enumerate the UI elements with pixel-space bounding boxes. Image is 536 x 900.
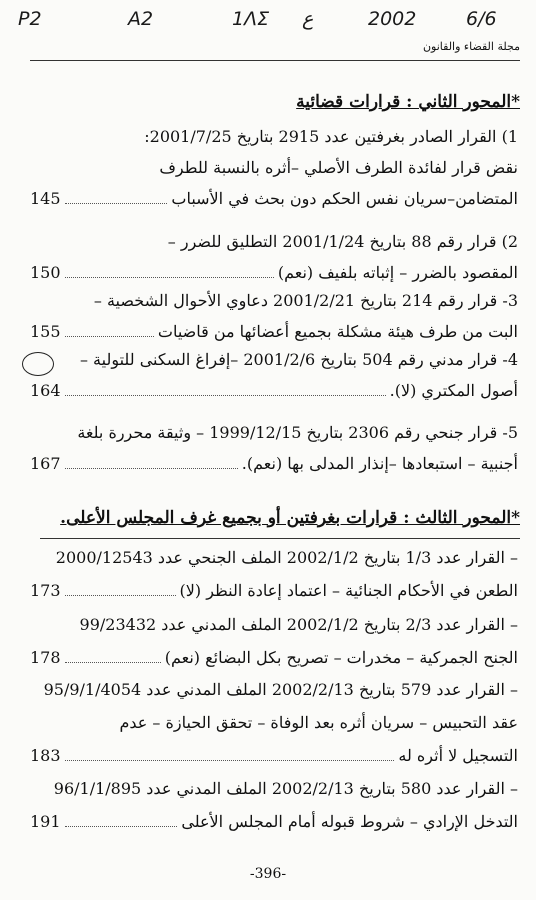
leader-dots xyxy=(65,662,161,663)
section-3-heading xyxy=(30,508,520,528)
entry-text: الطعن في الأحكام الجنائية – اعتماد إعادة النظر (لا) xyxy=(179,581,518,600)
entry-text: 5- قرار جنحي رقم 2306 بتاريخ 1999/12/15 – وثيقة محررة بلغة xyxy=(77,423,518,442)
entry-line xyxy=(30,809,518,835)
leader-dots xyxy=(65,468,238,469)
handwritten-note-5: 2002 xyxy=(368,8,417,30)
entry-line xyxy=(30,186,518,212)
entry-page: 167 xyxy=(30,454,61,473)
entry-text: عقد التحبيس – سريان أثره بعد الوفاة – تحقق الحيازة – عدم xyxy=(119,713,518,732)
section-3-rule xyxy=(40,538,520,539)
entry-line xyxy=(30,578,518,604)
leader-dots xyxy=(65,826,177,827)
page-number: -396- xyxy=(249,866,287,882)
entry-text: البت من طرف هيئة مشكلة بجميع أعضائها من قاضيات xyxy=(157,322,518,341)
entry-text: 1) القرار الصادر بغرفتين عدد 2915 بتاريخ 2001/7/25: xyxy=(144,127,518,146)
entry-text: المتضامن–سريان نفس الحكم دون بحث في الأسباب xyxy=(171,189,518,208)
entry-line xyxy=(30,743,518,769)
entry-page: 155 xyxy=(30,322,61,341)
entry-text: – القرار عدد 2/3 بتاريخ 2002/1/2 الملف المدني عدد 99/23432 xyxy=(79,615,518,634)
entry-text: المقصود بالضرر – إثباته بلفيف (نعم) xyxy=(277,263,518,282)
entry-text: – القرار عدد 1/3 بتاريخ 2002/1/2 الملف الجنحي عدد 2000/12543 xyxy=(55,548,518,567)
entry-text: 2) قرار رقم 88 بتاريخ 2001/1/24 التطليق للضرر – xyxy=(167,232,518,251)
handwritten-note-1: P2 xyxy=(18,8,42,30)
handwritten-note-2: A2 xyxy=(128,8,154,30)
entry-line xyxy=(30,288,518,314)
entry-page: 164 xyxy=(30,381,61,400)
section-2-title: *المحور الثاني : قرارات قضائية xyxy=(296,92,520,112)
entry-text: أجنبية – استبعادها –إنذار المدلى بها (نعم). xyxy=(241,454,518,473)
entry-line xyxy=(30,710,518,736)
section-3-title: *المحور الثالث : قرارات بغرفتين أو بجميع غرف المجلس الأعلى. xyxy=(60,508,520,528)
entry-line xyxy=(30,260,518,286)
entry-line xyxy=(30,319,518,345)
entry-text: – القرار عدد 580 بتاريخ 2002/2/13 الملف المدني عدد 96/1/1/895 xyxy=(53,779,518,798)
leader-dots xyxy=(65,277,274,278)
header-rule xyxy=(30,60,520,61)
entry-page: 178 xyxy=(30,648,61,667)
entry-text: الجنح الجمركية – مخدرات – تصريح بكل البضائع (نعم) xyxy=(164,648,518,667)
leader-dots xyxy=(65,203,167,204)
leader-dots xyxy=(65,336,154,337)
entry-text: 4- قرار مدني رقم 504 بتاريخ 2001/2/6 –إفراغ السكنى للتولية – xyxy=(79,350,518,369)
entry-text: – القرار عدد 579 بتاريخ 2002/2/13 الملف المدني عدد 95/9/1/4054 xyxy=(43,680,518,699)
entry-text: أصول المكتري (لا). xyxy=(389,381,518,400)
handwritten-circle xyxy=(22,352,54,376)
entry-line xyxy=(30,545,518,571)
entry-page: 150 xyxy=(30,263,61,282)
entry-text: التسجيل لا أثره له xyxy=(398,746,518,765)
entry-line xyxy=(30,645,518,671)
leader-dots xyxy=(65,760,394,761)
section-2-heading xyxy=(30,92,520,112)
handwritten-note-4: ع xyxy=(302,8,314,30)
entry-line xyxy=(30,378,518,404)
handwritten-note-6: 6/6 xyxy=(466,8,497,30)
journal-title: مجلة القضاء والقانون xyxy=(422,40,520,53)
entry-line xyxy=(30,420,518,446)
entry-line xyxy=(30,677,518,703)
entry-page: 173 xyxy=(30,581,61,600)
entry-line xyxy=(30,155,518,181)
entry-line xyxy=(30,124,518,150)
entry-line xyxy=(30,612,518,638)
entry-line xyxy=(30,451,518,477)
entry-line xyxy=(30,229,518,255)
entry-text: نقض قرار لفائدة الطرف الأصلي –أثره بالنسبة للطرف xyxy=(159,158,518,177)
handwritten-note-3: 1ΛΣ xyxy=(232,8,270,30)
entry-text: التدخل الإرادي – شروط قبوله أمام المجلس الأعلى xyxy=(181,812,518,831)
leader-dots xyxy=(65,595,176,596)
entry-page: 183 xyxy=(30,746,61,765)
entry-text: 3- قرار رقم 214 بتاريخ 2001/2/21 دعاوي الأحوال الشخصية – xyxy=(93,291,518,310)
entry-page: 191 xyxy=(30,812,61,831)
entry-line xyxy=(30,347,518,373)
entry-line xyxy=(30,776,518,802)
leader-dots xyxy=(65,395,386,396)
entry-page: 145 xyxy=(30,189,61,208)
